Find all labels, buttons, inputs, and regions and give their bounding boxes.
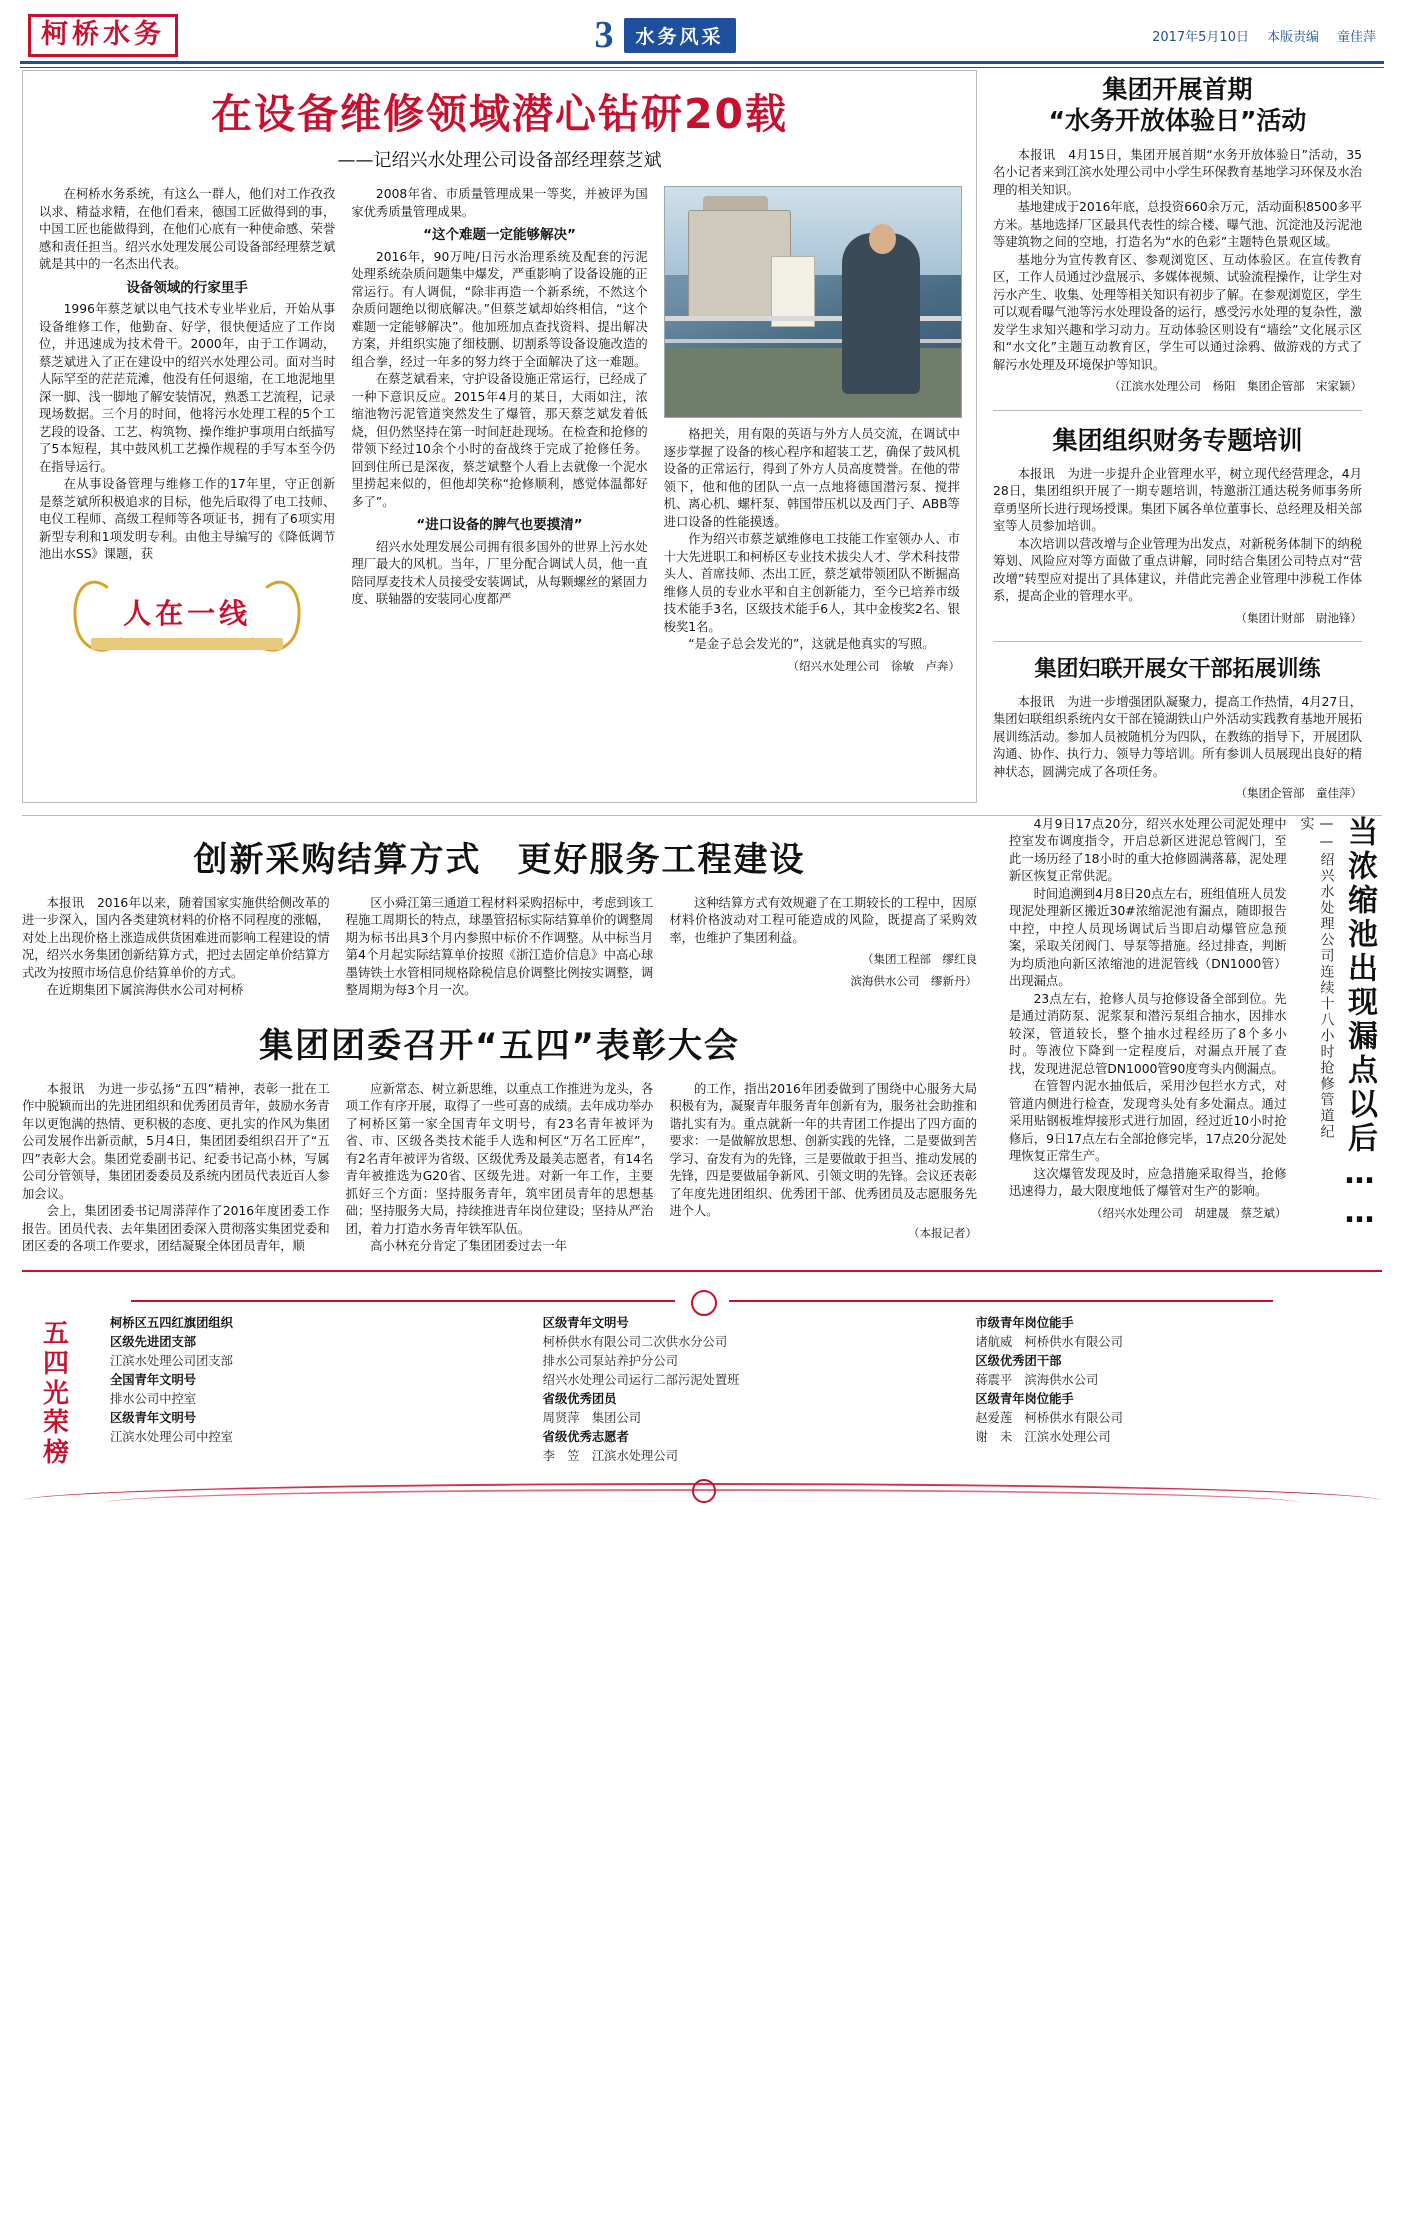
honor-name: 周贤萍 集团公司 xyxy=(542,1410,642,1425)
honor-roll-column xyxy=(975,1314,1382,1466)
rail-body-3 xyxy=(993,694,1362,803)
mid2-headline: 集团团委召开“五四”表彰大会 xyxy=(259,1025,740,1066)
honor-category: 区级青年岗位能手 xyxy=(975,1391,1074,1406)
paragraph: 在柯桥水务系统，有这么一群人，他们对工作孜孜以求、精益求精，在他们看来，德国工匠做得到的事，中国工匠也能做得到，在他们心底有一种使命感、荣誉感和责任担当。绍兴水处理发展公司设备部经理蔡芝斌就是其中的一名杰出代表。 xyxy=(39,187,336,272)
honor-roll-title: 五 四 光 荣 榜 xyxy=(42,1318,71,1469)
rail-credit-1: （江滨水处理公司 杨阳 集团企管部 宋家颖） xyxy=(1109,379,1362,393)
ornament-bottom xyxy=(22,1475,1382,1509)
paragraph: 1996年蔡芝斌以电气技术专业毕业后，开始从事设备维修工作，他勤奋、好学，很快便适应了工作岗位，并迅速成为技术骨干。2000年，由于工作调动，蔡芝斌进入了正在建设中的绍兴水处理公司。面对当时人际罕至的茫茫荒滩，他没有任何退缩，在工地泥地里深一脚、浅一脚地了解安装情况，熟悉工艺流程，记录现场数据。三个月的时间，他将污水处理工程的5个工艺段的设备、工艺、构筑物、操作维护事项用白纸描写了5本短程，其中鼓风机工艺操作规程的手写本至今仍在指导运行。 xyxy=(39,302,336,474)
rail-headline-1: 集团开展首期 “水务开放体验日”活动 xyxy=(1048,75,1307,136)
paragraph: 在近期集团下属滨海供水公司对柯桥 xyxy=(46,983,244,998)
feature-col-3-text xyxy=(664,426,960,675)
paragraph: 这次爆管发现及时，应急措施采取得当，抢修迅速得力，最大限度地低了爆管对生产的影响。 xyxy=(1009,1166,1287,1199)
paragraph: 作为绍兴市蔡芝斌维修电工技能工作室领办人、市十大先进职工和柯桥区专业技术拔尖人才、学术科技带头人、首席技师、杰出工匠，蔡芝斌带领团队不断掘高维修人员的专业水平和自主创新能力，至今已培养市级技术能手3名，区级技术能手6人，其中金梭奖2名、银梭奖1名。 xyxy=(663,532,960,634)
photo-worker-head xyxy=(869,224,896,254)
paragraph: 基地分为宣传教育区、参观浏览区、互动体验区。在宣传教育区，工作人员通过沙盘展示、多媒体视频、试验流程操作，让学生对污水产生、收集、处理等相关知识有初步了解。在参观浏览区，学生可以观看曝气池等污水处理设备的运行，感受污水处理的复杂性，激发学生求知兴趣和学习动力。互动体验区则设有“墙绘”文化展示区和“水文化”主题互动教育区，学生可以通过涂鸦、做游戏的方式了解污水处理及环境保护等知识。 xyxy=(993,252,1362,372)
ornament-top xyxy=(22,1288,1382,1314)
vertical-headline: 当浓缩池出现漏点以后…… xyxy=(1342,815,1377,1234)
masthead-rule-thin xyxy=(20,67,1384,68)
page-number: 3 xyxy=(594,14,614,56)
honor-category: 全国青年文明号 xyxy=(110,1372,197,1387)
paragraph: 在管智内泥水抽低后，采用沙包拦水方式，对管道内侧进行检查，发现弯头处有多处漏点。通过采用贴钢板堆焊接形式进行加固，经过近10小时抢修后，9日17点左右全部抢修完毕，17点20分泥处理恢复正常生产。 xyxy=(1009,1079,1287,1164)
rail-credit-2: （集团计财部 尉池锋） xyxy=(1235,610,1362,625)
paragraph: 在蔡芝斌看来，守护设备设施正常运行，已经成了一种下意识反应。2015年4月的某日，大雨如注，浓缩池物污泥管道突然发生了爆管，那天蔡芝斌发着低烧，但仍然坚持在第一时间赶赴现场。在检查和抢修的带领下经过10余个小时的奋战终于完成了抢修任务。回到住所已是深夜，蔡芝斌整个人看上去就像一个泥水里捞起来似的，但他却笑称“抢修顺利，感觉体温都好多了”。 xyxy=(351,372,648,509)
top-row xyxy=(22,70,1382,803)
paragraph: 本报讯 2016年以来，随着国家实施供给侧改革的进一步深入，国内各类建筑材料的价格不同程度的涨幅，对处上出现价格上涨造成供货困难进而影响工程建设的情况，绍兴水务集团创新结算方式，把过去固定单价结算方式改为按照市场信息价结算单价的方式。 xyxy=(22,895,330,980)
paragraph: 2016年，90万吨/日污水治理系统及配套的污泥处理系统杂质问题集中爆发，严重影响了设备设施的正常运行。有人调侃，“除非再造一个新系统，不然这个杂质问题绝以彻底解决。”但蔡芝斌却始终相信，“这个难题一定能够解决”。他加班加点查找资料、提出解决方案，并组织实施了细枝删、切割系等设备设施改造的组合拳，经过一年多的努力终于全面解决了这一难题。 xyxy=(351,249,648,369)
honor-name: 柯桥供水有限公司二次供水分公司 xyxy=(542,1334,728,1349)
masthead xyxy=(0,0,1404,70)
vertical-headline-group xyxy=(1297,816,1379,1256)
paragraph: 高小林充分肯定了集团团委过去一年 xyxy=(370,1239,568,1254)
mid2-credit: （本报记者） xyxy=(908,1225,978,1240)
honor-name: 排水公司泵站养护分公司 xyxy=(542,1353,678,1368)
mid2-col-2 xyxy=(346,1081,654,1256)
honor-roll-body xyxy=(22,1314,1382,1469)
feature-col-2 xyxy=(351,186,647,675)
rail-article-2 xyxy=(993,425,1362,628)
paragraph: 本报讯 为进一步增强团队凝聚力，提高工作热情，4月27日，集团妇联组织系统内女干部在镜湖铁山户外活动实践教育基地开展拓展训练活动。参加人员被随机分为四队，在教练的指导下，开展团队沟通、协作、执行力、领导力等培训。所有参训人员展现出良好的精神状态，圆满完成了各项任务。 xyxy=(993,694,1362,779)
mid-left xyxy=(22,816,977,1256)
feature-columns xyxy=(39,186,960,675)
mid-col-3 xyxy=(669,895,977,1000)
paragraph: 4月9日17点20分，绍兴水处理公司泥处理中控室发布调度指令，开启总新区进泥总管阀门，至此一场历经了18小时的重大抢修圆满落幕，泥处理新区恢复正常供泥。 xyxy=(1009,816,1287,884)
paragraph: 的工作，指出2016年团委做到了围绕中心服务大局积极有为，凝聚青年服务青年创新有为，服务社会助推和谐扎实有为。重点就新一年的共青团工作提出了四方面的要求：一是做解放思想、创新实践的先锋，二是要做到苦学习、奋发有为的先锋，三是要做敢于担当、推动发展的先锋，四是要做届争新风、引领文明的先锋。会议还表彰了年度先进团组织、优秀团干部、优秀团员及志愿服务先进个人。 xyxy=(669,1081,978,1219)
masthead-meta xyxy=(1152,26,1376,45)
editor-name: 童佳萍 xyxy=(1336,29,1376,45)
paragraph: 时间追溯到4月8日20点左右，班组值班人员发现泥处理新区搬近30#浓缩泥池有漏点，随即报告中控，中控人员现场调试后当即启动爆管应急预案，采取关闭阀门、导泵等措施。经过排查，判断为均质池向新区浓缩池的进泥管线（DN1000管）出现漏点。 xyxy=(1009,886,1287,989)
feature-subheading-1: 设备领域的行家里手 xyxy=(126,279,248,296)
rail-headline-2: 集团组织财务专题培训 xyxy=(1052,425,1303,455)
mid-col-2 xyxy=(346,895,654,1000)
publication-logo: 柯桥水务 xyxy=(28,14,178,57)
issue-date: 2017年5月10日 xyxy=(1152,29,1249,45)
honor-name: 李 笠 江滨水处理公司 xyxy=(542,1448,678,1463)
honor-name: 诸航威 柯桥供水有限公司 xyxy=(975,1334,1123,1349)
feature-credit: （绍兴水处理公司 徐敏 卢奔） xyxy=(787,658,960,673)
section-title: 水务风采 xyxy=(624,18,736,53)
editor-label: 本版责编 xyxy=(1266,29,1319,45)
honor-category: 柯桥区五四红旗团组织 xyxy=(110,1315,233,1330)
paragraph: 本报讯 为进一步提升企业管理水平，树立现代经营理念，4月28日，集团组织开展了一期专题培训，特邀浙江通达税务师事务所章勇坚所长进行现场授课。集团下属各单位董事长、总经理及相关部室等人员参加培训。 xyxy=(993,466,1362,534)
paragraph: 应新常态、树立新思维，以重点工作推进为龙头，各项工作有序开展，取得了一些可喜的成绩。去年成功举办了柯桥区第一家全国青年文明号，有23名青年被评为省、市、区级各类技术能手人选和柯区“万名工匠库”，有2名青年被评为省级、区级优秀及最美志愿者，有14名青年被推选为G20省、区级先进。对新一年工作，主要抓好三个方面：坚持服务青年，筑牢团员青年的思想基础；坚持服务大局，持续推进青年岗位建设；坚持从严治团，着力打造水务青年铁军队伍。 xyxy=(345,1081,654,1236)
photo-worker xyxy=(842,233,919,394)
paragraph: 这种结算方式有效规避了在工期较长的工程中，因原材料价格波动对工程可能造成的风险，既提高了采购效率，也维护了集团利益。 xyxy=(669,895,978,945)
paragraph: 格把关，用有限的英语与外方人员交流，在调试中逐步掌握了设备的核心程序和超装工艺，确保了鼓风机设备的正常运行，得到了外方人员高度赞誉。在他的带领下，他和他的团队一点一点地将德国潜污泵、搅拌机、离心机、螺杆泵、韩国带压机以及西门子、ABB等进口设备的性能摸透。 xyxy=(663,427,960,529)
honor-category: 省级优秀团员 xyxy=(542,1391,617,1406)
rail-divider-1 xyxy=(993,410,1362,411)
honor-category: 区级优秀团干部 xyxy=(975,1353,1062,1368)
ribbon-icon xyxy=(91,638,283,650)
paragraph: 2008年省、市质量管理成果一等奖，并被评为国家优秀质量管理成果。 xyxy=(351,187,648,219)
mid2-col-3 xyxy=(669,1081,977,1256)
masthead-center xyxy=(178,13,1152,57)
vertical-subtitle: ——绍兴水处理公司连续十八小时抢修管道纪实 xyxy=(1298,815,1335,1140)
honor-category: 区级先进团支部 xyxy=(110,1334,197,1349)
rail-article-3 xyxy=(993,656,1362,803)
ornament-line-left xyxy=(131,1300,675,1302)
mid-row xyxy=(22,816,1382,1256)
honor-name: 蒋震平 滨海供水公司 xyxy=(975,1372,1099,1387)
honor-roll-columns xyxy=(110,1314,1382,1466)
right-rail xyxy=(977,70,1362,803)
honor-category: 省级优秀志愿者 xyxy=(542,1429,629,1444)
paragraph: 在从事设备管理与维修工作的17年里，守正创新是蔡芝斌所积极追求的目标，他先后取得了电工技师、电仪工程师、高级工程师等各项证书，拥有了6项实用新型专利和1项发明专利。由他主导编写的《降低调节池出水SS》课题，获 xyxy=(39,477,336,562)
paragraph: 区小舜江第三通道工程材料采购招标中，考虑到该工程施工周期长的特点，球墨管招标实际结算单价的调整周期为标书出具3个月内参照中标价不作调整。从中标当月第4个月起实际结算单价按照《浙江造价信息》中高心球墨铸铁土水管相同规格除税信息价调整比例按实调整，调整周期为每3个月一次。 xyxy=(345,895,654,998)
honor-name: 排水公司中控室 xyxy=(110,1391,197,1406)
badge-label: 人在一线 xyxy=(123,596,252,630)
rail-headline-3: 集团妇联开展女干部拓展训练 xyxy=(1034,657,1321,683)
vertical-credit: （绍兴水处理公司 胡建晟 蔡芝斌） xyxy=(1091,1205,1287,1220)
page-body xyxy=(0,70,1404,1256)
honor-roll xyxy=(22,1270,1382,1469)
honor-category: 区级青年文明号 xyxy=(542,1315,629,1330)
honor-name: 谢 未 江滨水处理公司 xyxy=(975,1429,1111,1444)
honor-category: 区级青年文明号 xyxy=(110,1410,197,1425)
paragraph: 本次培训以营改增与企业管理为出发点，对新税务体制下的纳税筹划、风险应对等方面做了重点讲解，同时结合集团公司特点对“营改增”转型应对提出了具体建议，并借此完善企业管理中涉税工作体系，提高企业的管理水平。 xyxy=(993,536,1362,604)
ornament-circle xyxy=(691,1290,717,1316)
honor-name: 江滨水处理公司团支部 xyxy=(110,1353,233,1368)
mid-credit-1: （集团工程部 缪红良 xyxy=(862,952,978,967)
paragraph: “是金子总会发光的”，这就是他真实的写照。 xyxy=(688,637,935,652)
rail-article-1 xyxy=(993,74,1362,396)
honor-category: 市级青年岗位能手 xyxy=(975,1315,1074,1330)
honor-name: 赵爱莲 柯桥供水有限公司 xyxy=(975,1410,1123,1425)
feature-photo xyxy=(664,186,962,418)
honor-name: 绍兴水处理公司运行二部污泥处置班 xyxy=(542,1372,740,1387)
rail-body-1 xyxy=(993,147,1362,396)
paragraph: 23点左右，抢修人员与抢修设备全部到位。先是通过消防泵、泥浆泵和潜污泵组合抽水，因排水较深，管道较长，整个抽水过程经历了8个多小时。等液位下降到一定程度后，对漏点开展了查找，发现进泥总管DN1000管90度弯头内侧漏点。 xyxy=(1009,991,1287,1076)
paragraph: 本报讯 为进一步弘扬“五四”精神，表彰一批在工作中脱颖而出的先进团组织和优秀团员青年，鼓励水务青年以更饱满的热情、更积极的态度、更扎实的作风为集团公司发展作出新贡献，5月4日，集团团委组织召开了“五四”表彰大会。集团党委副书记、纪委书记高小林，写属公司分管领导，集团团委委员及系统内团员代表近百人参加会议。 xyxy=(22,1081,330,1201)
mid2-columns xyxy=(22,1081,977,1256)
vertical-story-body xyxy=(1009,816,1287,1256)
paragraph: 绍兴水处理发展公司拥有很多国外的世界上污水处理厂最大的风机。当年，厂里分配合调试人员，他一直陪同厚麦技术人员接受安装调试，从每颗螺丝的紧固力度、联轴器的安装同心度都严 xyxy=(351,539,648,607)
honor-roll-column xyxy=(110,1314,517,1466)
paragraph: 基地建成于2016年底，总投资660余万元，活动面积8500多平方米。基地选择厂区最具代表性的综合楼、曝气池、沉淀池及污泥池等建筑物之间的空地，打造名为“水的色彩”主题特色景观区域。 xyxy=(993,200,1362,249)
feature-article xyxy=(22,70,977,803)
mid-headline: 创新采购结算方式 更好服务工程建设 xyxy=(193,839,806,880)
feature-subhead: ——记绍兴水处理公司设备部经理蔡芝斌 xyxy=(337,150,662,172)
mid-col-1 xyxy=(22,895,330,1000)
mid-columns xyxy=(22,895,977,1000)
feature-subheading-3: “进口设备的脾气也要摸清” xyxy=(416,517,583,534)
vertical-story xyxy=(993,816,1378,1256)
paragraph: 会上，集团团委书记周漭萍作了2016年度团委工作报告。团员代表、去年集团团委深入贯彻落实集团党委和团区委的各项工作要求，团结凝聚全体团员青年，顺 xyxy=(22,1204,330,1254)
honor-name: 江滨水处理公司中控室 xyxy=(110,1429,233,1444)
honor-roll-column xyxy=(543,1314,950,1466)
feature-headline: 在设备维修领域潜心钻研20载 xyxy=(210,90,789,138)
feature-col-3 xyxy=(664,186,960,675)
rail-body-2 xyxy=(993,466,1362,628)
feature-col-1 xyxy=(39,186,335,675)
paragraph: 本报讯 4月15日，集团开展首期“水务开放体验日”活动，35名小记者来到江滨水处理公司中小学生环保教育基地学习环保及水治理的相关知识。 xyxy=(993,147,1362,197)
masthead-rule xyxy=(20,61,1384,64)
feature-subheading-2: “这个难题一定能够解决” xyxy=(423,227,576,244)
in-the-field-badge xyxy=(67,572,307,656)
ornament-line-right xyxy=(729,1300,1273,1302)
rail-credit-3: （集团企管部 童佳萍） xyxy=(1235,786,1362,801)
mid2-col-1 xyxy=(22,1081,330,1256)
rail-divider-2 xyxy=(993,641,1362,642)
mid-credit-2: 滨海供水公司 缪新丹） xyxy=(850,973,978,988)
